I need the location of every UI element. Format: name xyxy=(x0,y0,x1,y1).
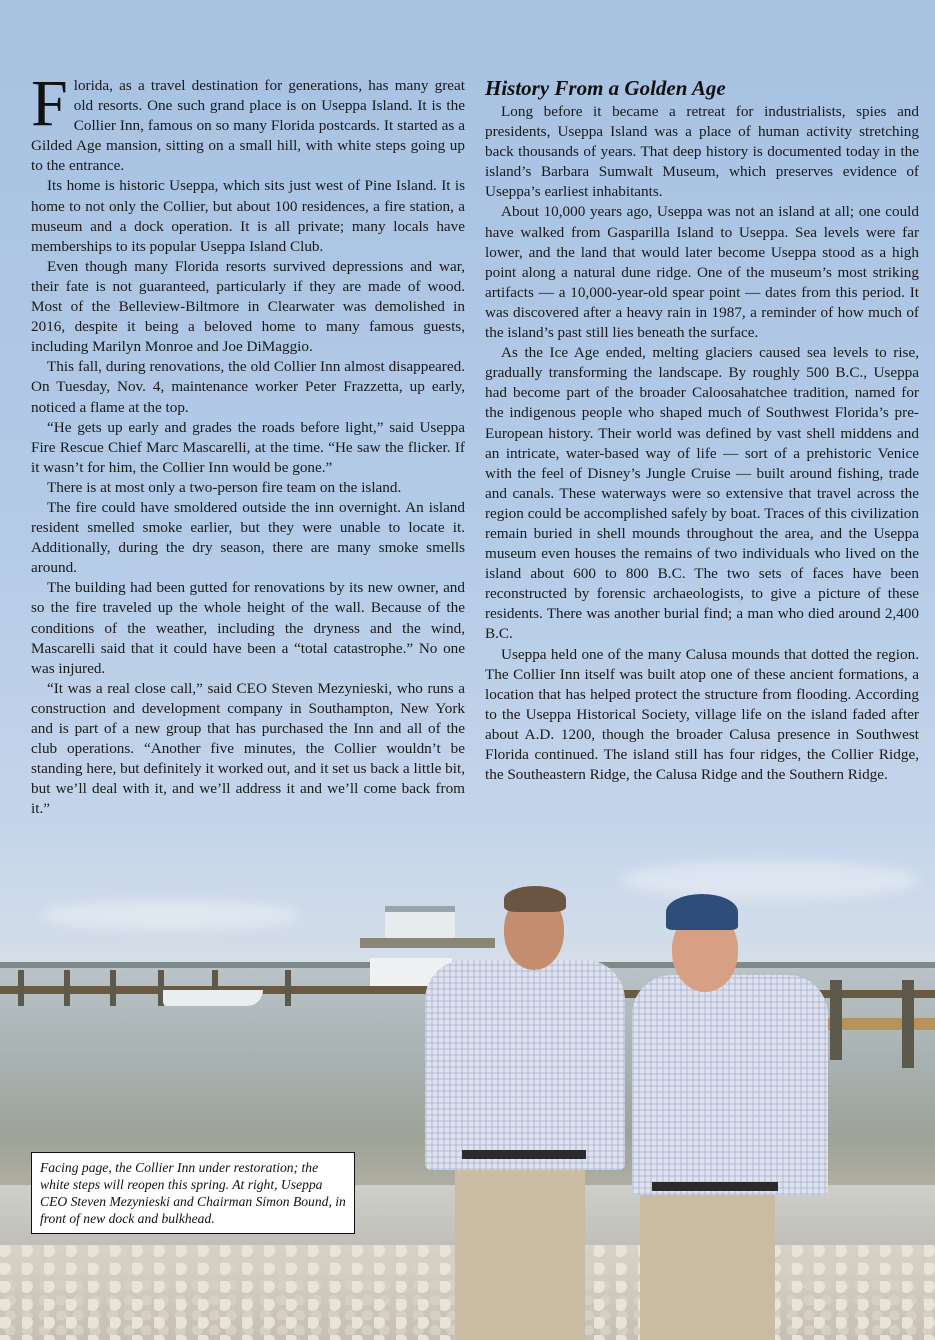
article-paragraph: “It was a real close call,” said CEO Steven Mezynieski, who runs a construction and development company in Southampton, New York and is part of a new group that has purchased the Inn and all of the club operations. “Another five minutes, the Collier wouldn’t be standing here, but definitely it worked out, and it set us back a little bit, but we’ll deal with it, and we’ll address it and we’ll come back from it.” xyxy=(31,679,465,818)
article-right-column xyxy=(485,76,919,785)
article-paragraph: This fall, during renovations, the old Collier Inn almost disappeared. On Tuesday, Nov. 4, maintenance worker Peter Frazzetta, up early, noticed a flame at the top. xyxy=(31,358,465,416)
hair xyxy=(504,886,566,912)
dock-photo xyxy=(0,850,935,1340)
lead-text: lorida, as a travel destination for generations, has many great old resorts. One such grand place is on Useppa Island. It is the Collier Inn, famous on so many Florida postcards. It started as a Gilded Age mansion, sitting on a small hill, with white steps going up to the entrance. xyxy=(31,77,465,175)
plaid-shirt xyxy=(632,975,828,1195)
dock-piling xyxy=(18,970,24,1006)
article-paragraph xyxy=(31,67,465,176)
article-paragraph: About 10,000 years ago, Useppa was not an island at all; one could have walked from Gasparilla Island to Useppa. Sea levels were far lower, and the land that would later become Useppa stood as a high point along a natural dune ridge. One of the museum’s most striking artifacts — a 10,000-year-old spear point — dates from this period. It was discovered after a heavy rain in 1987, a reminder of how much of the island’s past still lies beneath the surface. xyxy=(485,203,919,342)
belt xyxy=(652,1182,778,1191)
dock-piling xyxy=(902,980,914,1068)
dock-piling xyxy=(285,970,291,1006)
article-paragraph: Useppa held one of the many Calusa mounds that dotted the region. The Collier Inn itself was built atop one of these ancient formations, a location that has helped protect the structure from flooding. According to the Useppa Historical Society, village life on the island faded after about A.D. 1200, though the broader Calusa presence in Southwest Florida continued. The island still has four ridges, the Collier Ridge, the Southeastern Ridge, the Calusa Ridge and the Southern Ridge. xyxy=(485,645,919,784)
house-deck xyxy=(360,938,495,948)
moored-boat xyxy=(163,990,263,1006)
dock-piling xyxy=(830,980,842,1060)
dock-piling xyxy=(110,970,116,1006)
section-heading: History From a Golden Age xyxy=(485,76,726,100)
article-paragraph: As the Ice Age ended, melting glaciers caused sea levels to rise, gradually transforming the landscape. By roughly 500 B.C., Useppa had become part of the broader Caloosahatchee tradition, named for the indigenous people who shaped much of Southwest Florida’s pre-European history. Their world was defined by vast shell middens and an intricate, water-based way of life — sort of a prehistoric Venice with the feel of Disney’s Jungle Cruise — built around fishing, trade and canals. These waterways were so extensive that travel across the region could be accomplished safely by boat. Traces of this civilization remain buried in shell mounds throughout the area, and the Useppa museum even houses the remains of two individuals who lived on the island about 600 to 800 B.C. The two sets of faces have been reconstructed by forensic archaeologists, to give a picture of these residents. There was another burial find; a man who died around 2,400 B.C. xyxy=(485,344,919,643)
plaid-shirt xyxy=(425,960,625,1170)
drop-cap: F xyxy=(31,67,68,140)
khaki-pants xyxy=(640,1185,775,1340)
dock-piling xyxy=(64,970,70,1006)
article-paragraph: “He gets up early and grades the roads before light,” said Useppa Fire Rescue Chief Marc Mascarelli, at the time. “He saw the flicker. If it wasn’t for him, the Collier Inn would be gone.” xyxy=(31,418,465,476)
article-paragraph: Long before it became a retreat for industrialists, spies and presidents, Useppa Island was a place of human activity stretching back thousands of years. That deep history is documented today in the island’s Barbara Sumwalt Museum, which preserves evidence of Useppa’s earliest inhabitants. xyxy=(485,103,919,201)
photo-caption: Facing page, the Collier Inn under restoration; the white steps will reopen this spring. At right, Useppa CEO Steven Mezynieski and Chairman Simon Bound, in front of new dock and bulkhead. xyxy=(31,1152,355,1234)
article-left-column xyxy=(31,67,465,819)
article-paragraph: The building had been gutted for renovations by its new owner, and so the fire traveled up the whole height of the wall. Because of the conditions of the weather, including the dryness and the wind, Mascarelli said that it could have been a “total catastrophe.” No one was injured. xyxy=(31,579,465,677)
khaki-pants xyxy=(455,1155,585,1340)
baseball-cap xyxy=(666,894,738,930)
belt xyxy=(462,1150,586,1159)
article-paragraph: The fire could have smoldered outside the inn overnight. An island resident smelled smoke earlier, but they were unable to locate it. Additionally, during the dry season, there are many smoke smells around. xyxy=(31,498,465,577)
article-paragraph: Even though many Florida resorts survived depressions and war, their fate is not guaranteed, particularly if they are made of wood. Most of the Belleview-Biltmore in Clearwater was demolished in 2016, despite it being a beloved home to many famous guests, including Marilyn Monroe and Joe DiMaggio. xyxy=(31,257,465,356)
article-paragraph: Its home is historic Useppa, which sits just west of Pine Island. It is home to not only the Collier, but about 100 residences, a fire station, a museum and a dock operation. It is all private; many locals have memberships to its popular Useppa Island Club. xyxy=(31,177,465,255)
article-paragraph: There is at most only a two-person fire team on the island. xyxy=(47,478,402,496)
